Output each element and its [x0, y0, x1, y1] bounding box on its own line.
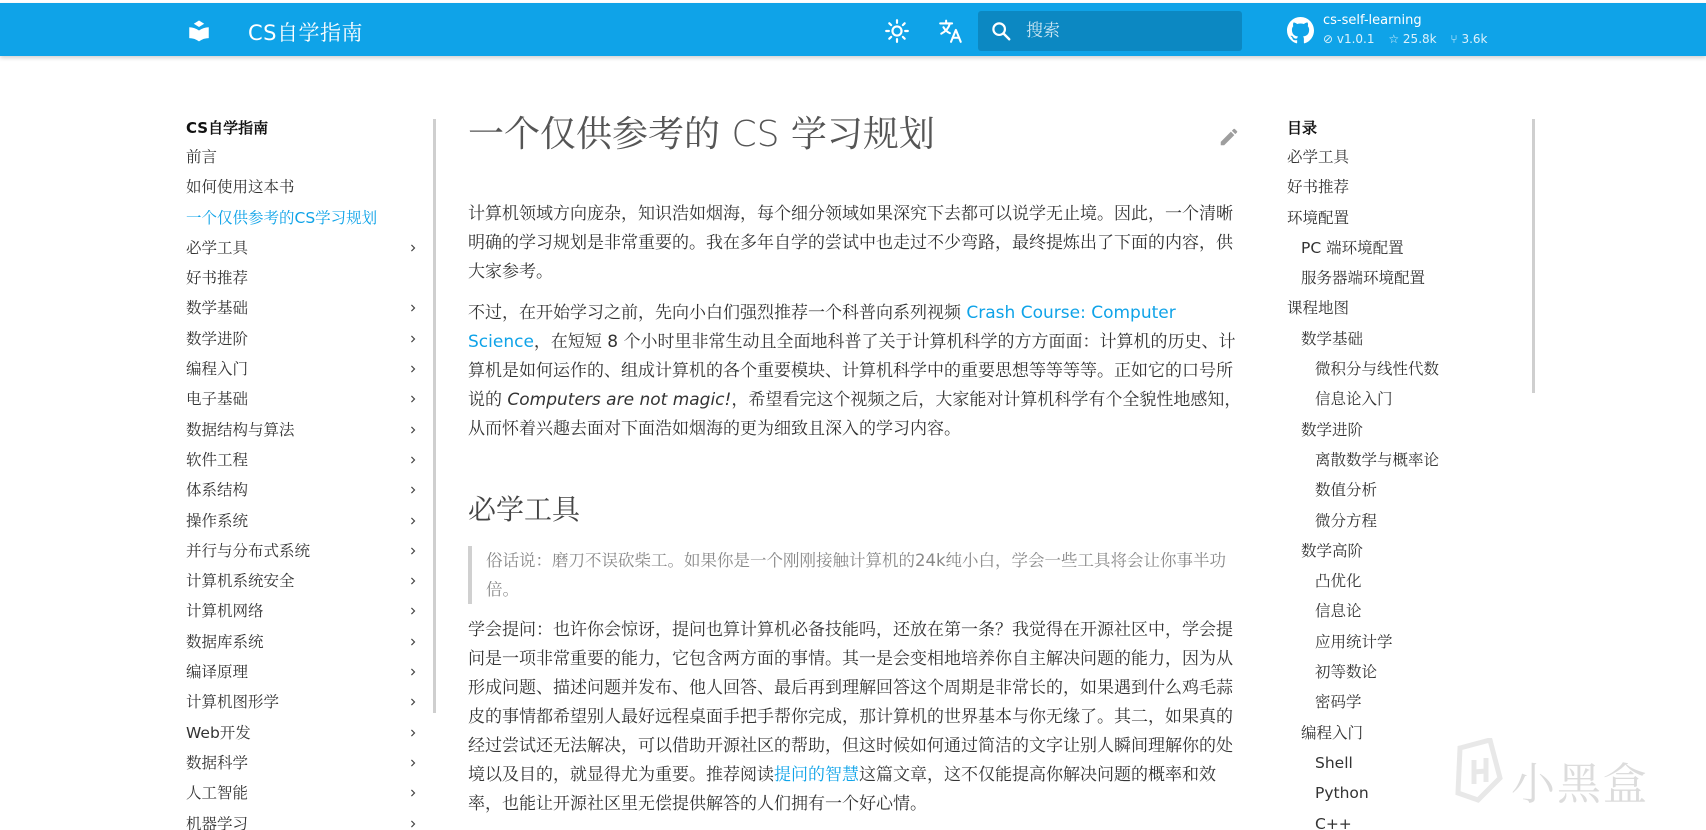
chevron-right-icon[interactable]: [406, 392, 420, 406]
toc-item[interactable]: 环境配置: [1287, 208, 1350, 227]
chevron-right-icon[interactable]: [406, 665, 420, 679]
book-logo-icon[interactable]: [186, 17, 212, 43]
chevron-right-icon[interactable]: [406, 604, 420, 618]
intro-paragraph: 计算机领域方向庞杂，知识浩如烟海，每个细分领域如果深究下去都可以说学无止境。因此，一个清晰明确的学习规划是非常重要的。我在多年自学的尝试中也走过不少弯路，最终提炼出了下面的内容，供大家参考。: [468, 204, 1233, 282]
nav-item-label: 如何使用这本书: [186, 178, 295, 197]
toc-item[interactable]: PC 端环境配置: [1301, 238, 1404, 257]
toc-item[interactable]: 信息论: [1315, 602, 1362, 621]
nav-item[interactable]: [186, 691, 420, 721]
nav-item-label: 编译原理: [186, 663, 249, 682]
translate-icon[interactable]: [938, 18, 964, 44]
nav-item-label: Web开发: [186, 723, 251, 742]
nav-item[interactable]: [186, 267, 420, 297]
chevron-right-icon[interactable]: [406, 483, 420, 497]
repo-name: cs-self-learning: [1323, 13, 1422, 28]
nav-item[interactable]: [186, 661, 420, 691]
nav-item-label: 人工智能: [186, 784, 249, 803]
nav-item[interactable]: [186, 479, 420, 509]
toc-item[interactable]: 微积分与线性代数: [1315, 360, 1440, 379]
brightness-icon[interactable]: [884, 18, 910, 44]
github-repo-link[interactable]: [1287, 12, 1507, 52]
site-title[interactable]: CS自学指南: [248, 21, 363, 45]
ask-questions-paragraph: [468, 616, 1244, 819]
nav-item-label: 数据科学: [186, 753, 249, 772]
p2-text-after: ，希望看完这个视频之后，大家能对计算机科学有个全貌性地感知，从而怀着兴趣去面对下面浩如烟海的更为细致且深入的学习内容。: [468, 390, 1242, 439]
nav-item-label: 电子基础: [186, 390, 249, 409]
p2-text-mid: ，在短短 8 个小时里非常生动且全面地科普了关于计算机科学的方方面面：计算机的历史、计算机是如何运作的、组成计算机的各个重要模块、计算机科学中的重要思想等等等等。正如它的口号所说的: [468, 332, 1236, 410]
p3-text-before: 学会提问：也许你会惊讶，提问也算计算机必备技能吗，还放在第一条？我觉得在开源社区中，学会提问是一项非常重要的能力，它包含两方面的事情。其一是会变相地培养你自主解决问题的能力，因为从形成问题、描述问题并发布、他人回答、最后再到理解回答这个周期是非常长的，如果遇到什么鸡毛蒜皮的事情都希望别人最好远程桌面手把手帮你完成，那计算机的世界基本与你无缘了。其二，如果真的经过尝试还无法解决，可以借助开源社区的帮助，但这时候如何通过简洁的文字让别人瞬间理解你的处境以及目的，就显得尤为重要。推荐阅读: [468, 620, 1233, 785]
chevron-right-icon[interactable]: [406, 817, 420, 830]
primary-nav: [186, 117, 420, 830]
toc-item[interactable]: 初等数论: [1315, 663, 1378, 682]
toc-item[interactable]: 课程地图: [1287, 299, 1350, 318]
toc-item[interactable]: Shell: [1315, 753, 1353, 772]
nav-item[interactable]: [186, 207, 420, 237]
nav-item-label: 好书推荐: [186, 269, 249, 288]
toc-item[interactable]: 应用统计学: [1315, 632, 1393, 651]
chevron-right-icon[interactable]: [406, 786, 420, 800]
toc-item[interactable]: 必学工具: [1287, 148, 1350, 166]
github-icon: [1287, 17, 1314, 44]
chevron-right-icon[interactable]: [406, 635, 420, 649]
nav-item-label: 必学工具: [186, 238, 249, 257]
nav-scrollbar[interactable]: [433, 119, 436, 713]
toc-item[interactable]: 服务器端环境配置: [1301, 269, 1426, 288]
chevron-right-icon[interactable]: [406, 544, 420, 558]
crash-course-paragraph: [468, 299, 1244, 444]
chevron-right-icon[interactable]: [406, 574, 420, 588]
nav-item[interactable]: [186, 722, 420, 752]
nav-item-label: 一个仅供参考的CS学习规划: [186, 208, 378, 227]
nav-item[interactable]: [186, 600, 420, 630]
nav-item-label: 数学基础: [186, 299, 249, 318]
nav-item-label: 编程入门: [186, 360, 249, 379]
main-content: [468, 113, 1244, 830]
toc-item[interactable]: 凸优化: [1315, 572, 1362, 591]
section-heading-tools: 必学工具: [468, 493, 581, 526]
nav-list: [186, 146, 420, 830]
chevron-right-icon[interactable]: [406, 332, 420, 346]
repo-forks: ⑂ 3.6k: [1450, 32, 1488, 46]
nav-item-label: 数据结构与算法: [186, 420, 295, 439]
chevron-right-icon[interactable]: [406, 301, 420, 315]
watermark-text: 小黑盒: [1511, 759, 1649, 810]
nav-item-label: 软件工程: [186, 450, 249, 469]
toc-item[interactable]: 编程入门: [1301, 723, 1364, 742]
toc-item[interactable]: 密码学: [1315, 693, 1362, 712]
toc-title: 目录: [1287, 119, 1318, 137]
nav-item-label: 计算机网络: [186, 602, 264, 621]
p3-text-after: 这篇文章，这不仅能提高你解决问题的概率和效率，也能让开源社区里无偿提供解答的人们拥有一个好心情。: [468, 765, 1216, 814]
nav-item-label: 操作系统: [186, 511, 249, 530]
nav-item[interactable]: [186, 449, 420, 479]
chevron-right-icon[interactable]: [406, 695, 420, 709]
toc-item[interactable]: 数值分析: [1315, 481, 1378, 500]
smart-questions-link[interactable]: 提问的智慧: [774, 765, 859, 785]
nav-item-label: 计算机图形学: [186, 693, 280, 712]
nav-title: CS自学指南: [186, 119, 269, 137]
repo-stars: ☆ 25.8k: [1388, 32, 1437, 46]
nav-item[interactable]: [186, 752, 420, 782]
table-of-contents: [1287, 117, 1527, 830]
toc-item[interactable]: 数学进阶: [1301, 420, 1364, 439]
chevron-right-icon[interactable]: [406, 423, 420, 437]
p2-slogan: Computers are not magic!: [507, 390, 732, 410]
crash-course-link[interactable]: Crash Course: Computer Science: [468, 303, 1176, 352]
toc-item[interactable]: 数学基础: [1301, 329, 1364, 348]
nav-item-label: 计算机系统安全: [186, 572, 295, 591]
nav-item-label: 数学进阶: [186, 329, 249, 348]
search-icon[interactable]: [990, 20, 1012, 42]
chevron-right-icon[interactable]: [406, 362, 420, 376]
nav-item[interactable]: [186, 176, 420, 206]
nav-item-label: 并行与分布式系统: [186, 541, 311, 560]
blockquote: 俗话说：磨刀不误砍柴工。如果你是一个刚刚接触计算机的24k纯小白，学会一些工具将会让你事半功倍。: [468, 546, 1244, 604]
search-box[interactable]: [978, 11, 1242, 51]
nav-item[interactable]: [186, 146, 420, 176]
chevron-right-icon[interactable]: [406, 453, 420, 467]
nav-item[interactable]: [186, 388, 420, 418]
nav-item[interactable]: [186, 631, 420, 661]
toc-item[interactable]: 数学高阶: [1301, 541, 1364, 560]
search-input[interactable]: [1026, 11, 1226, 51]
nav-item[interactable]: [186, 510, 420, 540]
toc-item[interactable]: C++: [1315, 814, 1352, 830]
edit-icon[interactable]: [1218, 126, 1240, 148]
chevron-right-icon[interactable]: [406, 241, 420, 255]
toc-item[interactable]: 微分方程: [1315, 511, 1378, 530]
nav-item[interactable]: [186, 297, 420, 327]
chevron-right-icon[interactable]: [406, 514, 420, 528]
toc-item[interactable]: 信息论入门: [1315, 390, 1393, 409]
nav-item-label: 机器学习: [186, 814, 249, 830]
chevron-right-icon[interactable]: [406, 756, 420, 770]
chevron-right-icon[interactable]: [406, 726, 420, 740]
nav-item[interactable]: [186, 570, 420, 600]
nav-item[interactable]: [186, 237, 420, 267]
repo-version: ⊘ v1.0.1: [1323, 32, 1375, 46]
repo-facts: [1323, 32, 1497, 46]
toc-item[interactable]: Python: [1315, 784, 1369, 803]
nav-item-label: 数据库系统: [186, 632, 264, 651]
top-header: [0, 3, 1706, 56]
toc-scrollbar[interactable]: [1532, 119, 1535, 393]
nav-item[interactable]: [186, 419, 420, 449]
toc-list: [1287, 146, 1527, 830]
nav-item[interactable]: [186, 782, 420, 812]
toc-item[interactable]: 离散数学与概率论: [1315, 450, 1440, 469]
nav-item[interactable]: [186, 540, 420, 570]
nav-item-label: 体系结构: [186, 481, 249, 500]
toc-item[interactable]: 好书推荐: [1287, 178, 1350, 197]
p2-text-before: 不过，在开始学习之前，先向小白们强烈推荐一个科普向系列视频: [468, 303, 967, 323]
page-title: 一个仅供参考的 CS 学习规划: [468, 114, 935, 155]
nav-item[interactable]: [186, 813, 420, 830]
nav-item-label: 前言: [186, 148, 218, 166]
nav-item[interactable]: [186, 328, 420, 358]
nav-item[interactable]: [186, 358, 420, 388]
